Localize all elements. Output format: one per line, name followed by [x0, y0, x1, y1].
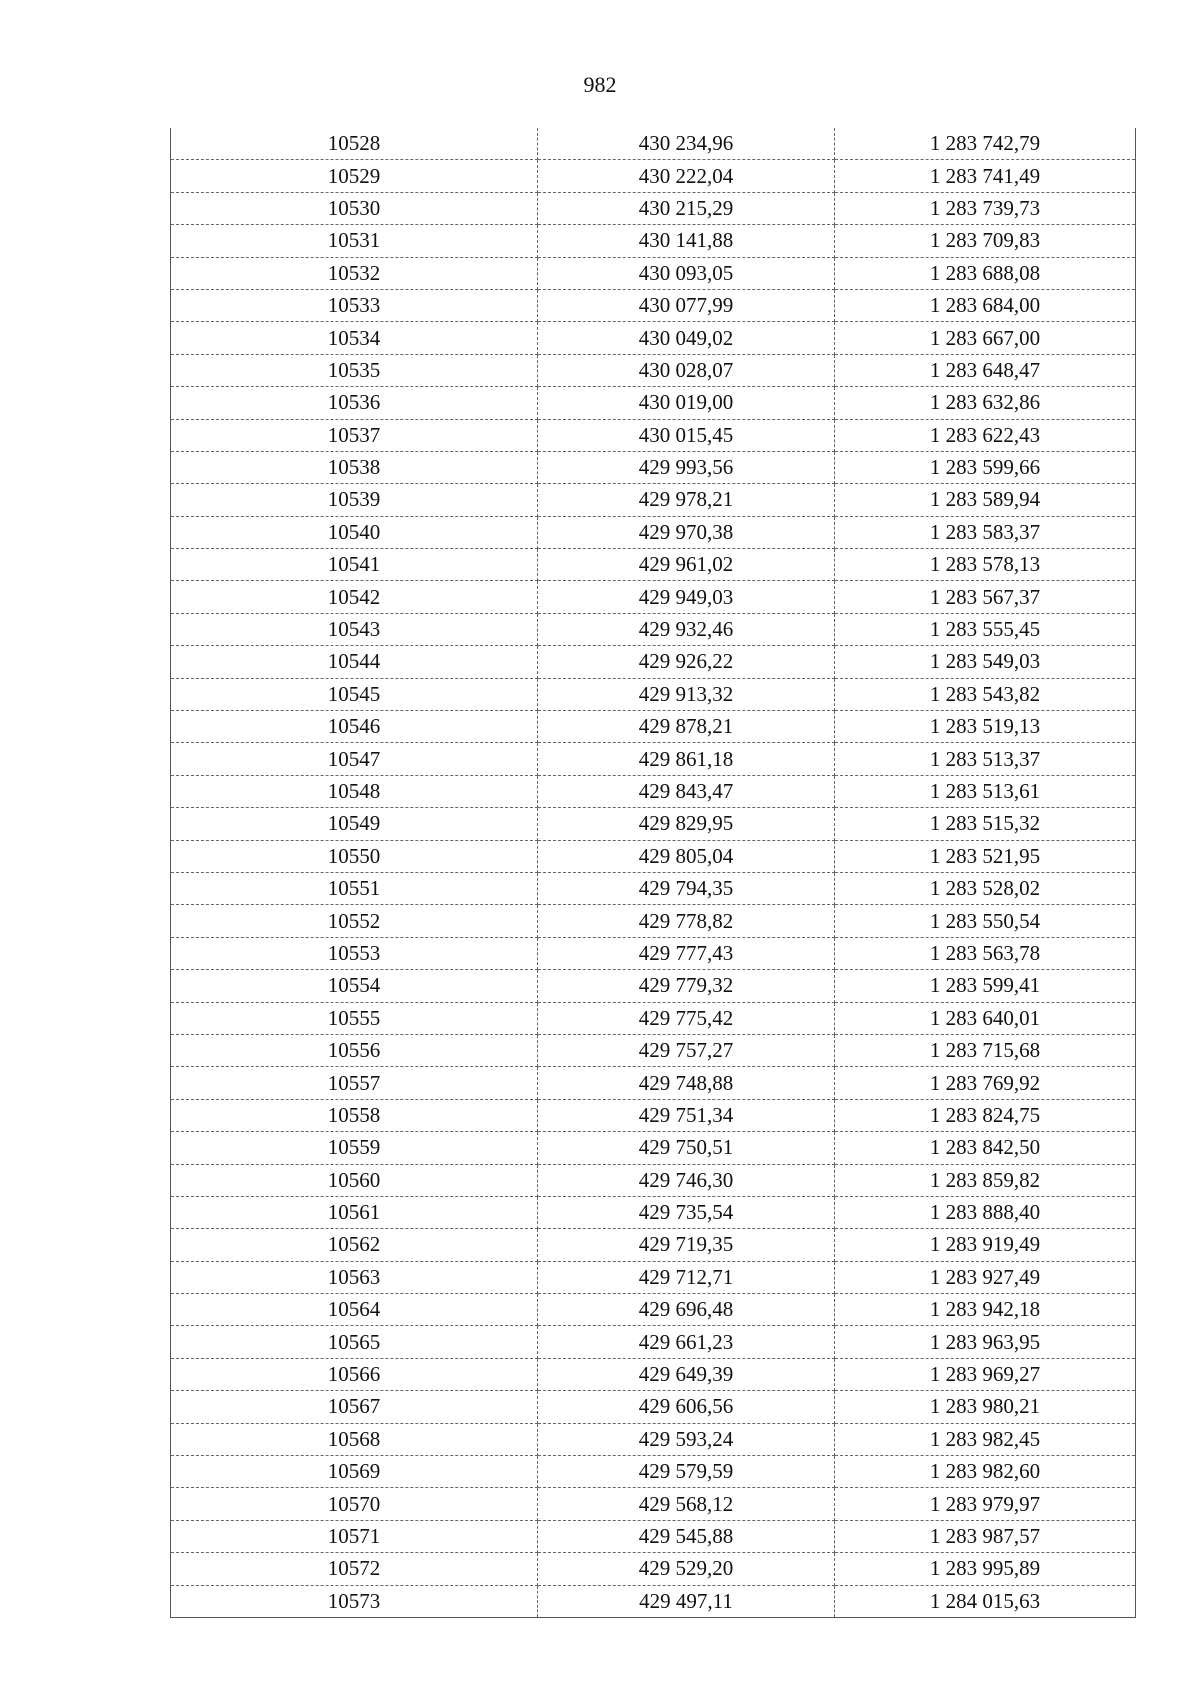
table-row — [171, 937, 1136, 969]
table-row — [171, 1002, 1136, 1034]
table-row — [171, 516, 1136, 548]
point-number-cell: 10546 — [171, 711, 538, 743]
table-row — [171, 1294, 1136, 1326]
x-coordinate-cell: 429 661,23 — [538, 1326, 835, 1358]
table-row — [171, 1099, 1136, 1131]
y-coordinate-cell: 1 283 919,49 — [835, 1229, 1136, 1261]
y-coordinate-cell: 1 283 739,73 — [835, 192, 1136, 224]
table-row — [171, 257, 1136, 289]
table-row — [171, 549, 1136, 581]
x-coordinate-cell: 430 234,96 — [538, 128, 835, 160]
table-row — [171, 1326, 1136, 1358]
x-coordinate-cell: 429 961,02 — [538, 549, 835, 581]
coordinates-table-body — [171, 128, 1136, 1617]
x-coordinate-cell: 429 970,38 — [538, 516, 835, 548]
table-row — [171, 1132, 1136, 1164]
point-number-cell: 10550 — [171, 840, 538, 872]
point-number-cell: 10562 — [171, 1229, 538, 1261]
x-coordinate-cell: 429 497,11 — [538, 1585, 835, 1617]
table-row — [171, 1067, 1136, 1099]
y-coordinate-cell: 1 283 824,75 — [835, 1099, 1136, 1131]
point-number-cell: 10569 — [171, 1456, 538, 1488]
x-coordinate-cell: 429 978,21 — [538, 484, 835, 516]
table-row — [171, 872, 1136, 904]
x-coordinate-cell: 430 015,45 — [538, 419, 835, 451]
y-coordinate-cell: 1 283 543,82 — [835, 678, 1136, 710]
y-coordinate-cell: 1 283 515,32 — [835, 808, 1136, 840]
y-coordinate-cell: 1 283 632,86 — [835, 387, 1136, 419]
y-coordinate-cell: 1 283 667,00 — [835, 322, 1136, 354]
table-row — [171, 711, 1136, 743]
y-coordinate-cell: 1 283 555,45 — [835, 613, 1136, 645]
x-coordinate-cell: 430 093,05 — [538, 257, 835, 289]
table-row — [171, 775, 1136, 807]
x-coordinate-cell: 430 077,99 — [538, 289, 835, 321]
point-number-cell: 10548 — [171, 775, 538, 807]
point-number-cell: 10534 — [171, 322, 538, 354]
x-coordinate-cell: 430 049,02 — [538, 322, 835, 354]
y-coordinate-cell: 1 283 599,66 — [835, 451, 1136, 483]
table-row — [171, 581, 1136, 613]
point-number-cell: 10541 — [171, 549, 538, 581]
y-coordinate-cell: 1 283 688,08 — [835, 257, 1136, 289]
y-coordinate-cell: 1 283 741,49 — [835, 160, 1136, 192]
x-coordinate-cell: 430 141,88 — [538, 225, 835, 257]
point-number-cell: 10533 — [171, 289, 538, 321]
point-number-cell: 10545 — [171, 678, 538, 710]
y-coordinate-cell: 1 283 980,21 — [835, 1391, 1136, 1423]
table-row — [171, 160, 1136, 192]
table-row — [171, 192, 1136, 224]
point-number-cell: 10544 — [171, 646, 538, 678]
y-coordinate-cell: 1 283 550,54 — [835, 905, 1136, 937]
point-number-cell: 10551 — [171, 872, 538, 904]
y-coordinate-cell: 1 283 599,41 — [835, 970, 1136, 1002]
table-row — [171, 354, 1136, 386]
point-number-cell: 10559 — [171, 1132, 538, 1164]
table-row — [171, 289, 1136, 321]
x-coordinate-cell: 429 805,04 — [538, 840, 835, 872]
point-number-cell: 10531 — [171, 225, 538, 257]
point-number-cell: 10549 — [171, 808, 538, 840]
y-coordinate-cell: 1 283 513,37 — [835, 743, 1136, 775]
point-number-cell: 10570 — [171, 1488, 538, 1520]
table-row — [171, 743, 1136, 775]
table-row — [171, 1456, 1136, 1488]
y-coordinate-cell: 1 283 563,78 — [835, 937, 1136, 969]
point-number-cell: 10566 — [171, 1358, 538, 1390]
x-coordinate-cell: 429 949,03 — [538, 581, 835, 613]
point-number-cell: 10535 — [171, 354, 538, 386]
table-row — [171, 646, 1136, 678]
point-number-cell: 10538 — [171, 451, 538, 483]
y-coordinate-cell: 1 283 521,95 — [835, 840, 1136, 872]
point-number-cell: 10560 — [171, 1164, 538, 1196]
x-coordinate-cell: 429 545,88 — [538, 1520, 835, 1552]
point-number-cell: 10557 — [171, 1067, 538, 1099]
point-number-cell: 10571 — [171, 1520, 538, 1552]
x-coordinate-cell: 429 757,27 — [538, 1034, 835, 1066]
x-coordinate-cell: 429 746,30 — [538, 1164, 835, 1196]
table-row — [171, 808, 1136, 840]
coordinates-table — [170, 128, 1136, 1618]
point-number-cell: 10540 — [171, 516, 538, 548]
x-coordinate-cell: 429 777,43 — [538, 937, 835, 969]
point-number-cell: 10568 — [171, 1423, 538, 1455]
point-number-cell: 10552 — [171, 905, 538, 937]
table-row — [171, 1164, 1136, 1196]
table-row — [171, 451, 1136, 483]
x-coordinate-cell: 429 913,32 — [538, 678, 835, 710]
table-row — [171, 970, 1136, 1002]
y-coordinate-cell: 1 283 769,92 — [835, 1067, 1136, 1099]
point-number-cell: 10558 — [171, 1099, 538, 1131]
y-coordinate-cell: 1 283 842,50 — [835, 1132, 1136, 1164]
table-row — [171, 1585, 1136, 1617]
y-coordinate-cell: 1 283 969,27 — [835, 1358, 1136, 1390]
x-coordinate-cell: 429 861,18 — [538, 743, 835, 775]
y-coordinate-cell: 1 283 578,13 — [835, 549, 1136, 581]
y-coordinate-cell: 1 283 583,37 — [835, 516, 1136, 548]
x-coordinate-cell: 429 735,54 — [538, 1196, 835, 1228]
y-coordinate-cell: 1 283 742,79 — [835, 128, 1136, 160]
y-coordinate-cell: 1 283 640,01 — [835, 1002, 1136, 1034]
x-coordinate-cell: 429 926,22 — [538, 646, 835, 678]
table-row — [171, 387, 1136, 419]
y-coordinate-cell: 1 283 622,43 — [835, 419, 1136, 451]
y-coordinate-cell: 1 283 927,49 — [835, 1261, 1136, 1293]
table-row — [171, 1358, 1136, 1390]
y-coordinate-cell: 1 283 513,61 — [835, 775, 1136, 807]
y-coordinate-cell: 1 283 567,37 — [835, 581, 1136, 613]
table-row — [171, 840, 1136, 872]
x-coordinate-cell: 429 748,88 — [538, 1067, 835, 1099]
point-number-cell: 10573 — [171, 1585, 538, 1617]
point-number-cell: 10564 — [171, 1294, 538, 1326]
table-row — [171, 905, 1136, 937]
point-number-cell: 10542 — [171, 581, 538, 613]
x-coordinate-cell: 429 568,12 — [538, 1488, 835, 1520]
table-row — [171, 484, 1136, 516]
table-row — [171, 225, 1136, 257]
x-coordinate-cell: 429 529,20 — [538, 1553, 835, 1585]
y-coordinate-cell: 1 283 684,00 — [835, 289, 1136, 321]
y-coordinate-cell: 1 283 519,13 — [835, 711, 1136, 743]
table-row — [171, 1391, 1136, 1423]
x-coordinate-cell: 429 719,35 — [538, 1229, 835, 1261]
y-coordinate-cell: 1 283 549,03 — [835, 646, 1136, 678]
x-coordinate-cell: 429 779,32 — [538, 970, 835, 1002]
x-coordinate-cell: 429 878,21 — [538, 711, 835, 743]
y-coordinate-cell: 1 283 982,60 — [835, 1456, 1136, 1488]
point-number-cell: 10529 — [171, 160, 538, 192]
x-coordinate-cell: 429 606,56 — [538, 1391, 835, 1423]
y-coordinate-cell: 1 283 995,89 — [835, 1553, 1136, 1585]
table-row — [171, 128, 1136, 160]
table-row — [171, 1488, 1136, 1520]
page-number: 982 — [583, 72, 617, 97]
point-number-cell: 10530 — [171, 192, 538, 224]
point-number-cell: 10555 — [171, 1002, 538, 1034]
x-coordinate-cell: 429 750,51 — [538, 1132, 835, 1164]
x-coordinate-cell: 430 019,00 — [538, 387, 835, 419]
table-row — [171, 613, 1136, 645]
y-coordinate-cell: 1 283 648,47 — [835, 354, 1136, 386]
point-number-cell: 10528 — [171, 128, 538, 160]
y-coordinate-cell: 1 283 979,97 — [835, 1488, 1136, 1520]
y-coordinate-cell: 1 283 982,45 — [835, 1423, 1136, 1455]
point-number-cell: 10537 — [171, 419, 538, 451]
point-number-cell: 10567 — [171, 1391, 538, 1423]
point-number-cell: 10543 — [171, 613, 538, 645]
x-coordinate-cell: 430 215,29 — [538, 192, 835, 224]
y-coordinate-cell: 1 283 589,94 — [835, 484, 1136, 516]
x-coordinate-cell: 429 649,39 — [538, 1358, 835, 1390]
point-number-cell: 10556 — [171, 1034, 538, 1066]
x-coordinate-cell: 429 993,56 — [538, 451, 835, 483]
table-row — [171, 322, 1136, 354]
y-coordinate-cell: 1 283 715,68 — [835, 1034, 1136, 1066]
y-coordinate-cell: 1 283 888,40 — [835, 1196, 1136, 1228]
point-number-cell: 10547 — [171, 743, 538, 775]
x-coordinate-cell: 429 593,24 — [538, 1423, 835, 1455]
y-coordinate-cell: 1 284 015,63 — [929, 1588, 1041, 1613]
x-coordinate-cell: 430 028,07 — [538, 354, 835, 386]
point-number-cell: 10572 — [171, 1553, 538, 1585]
x-coordinate-cell: 429 712,71 — [538, 1261, 835, 1293]
point-number-cell: 10554 — [171, 970, 538, 1002]
y-coordinate-cell: 1 283 942,18 — [835, 1294, 1136, 1326]
point-number-cell: 10563 — [171, 1261, 538, 1293]
point-number-cell: 10553 — [171, 937, 538, 969]
y-coordinate-cell: 1 283 963,95 — [835, 1326, 1136, 1358]
x-coordinate-cell: 429 778,82 — [538, 905, 835, 937]
table-row — [171, 419, 1136, 451]
x-coordinate-cell: 429 775,42 — [538, 1002, 835, 1034]
table-row — [171, 1261, 1136, 1293]
table-row — [171, 1553, 1136, 1585]
x-coordinate-cell: 429 751,34 — [538, 1099, 835, 1131]
y-coordinate-cell: 1 283 987,57 — [835, 1520, 1136, 1552]
table-row — [171, 1423, 1136, 1455]
x-coordinate-cell: 429 794,35 — [538, 872, 835, 904]
y-coordinate-cell: 1 283 528,02 — [835, 872, 1136, 904]
point-number-cell: 10539 — [171, 484, 538, 516]
x-coordinate-cell: 429 829,95 — [538, 808, 835, 840]
point-number-cell: 10532 — [171, 257, 538, 289]
x-coordinate-cell: 429 932,46 — [538, 613, 835, 645]
table-row — [171, 1196, 1136, 1228]
point-number-cell: 10565 — [171, 1326, 538, 1358]
point-number-cell: 10536 — [171, 387, 538, 419]
x-coordinate-cell: 429 843,47 — [538, 775, 835, 807]
x-coordinate-cell: 429 579,59 — [538, 1456, 835, 1488]
x-coordinate-cell: 430 222,04 — [538, 160, 835, 192]
point-number-cell: 10561 — [171, 1196, 538, 1228]
table-row — [171, 1229, 1136, 1261]
table-row — [171, 678, 1136, 710]
table-row — [171, 1520, 1136, 1552]
y-coordinate-cell: 1 283 859,82 — [835, 1164, 1136, 1196]
x-coordinate-cell: 429 696,48 — [538, 1294, 835, 1326]
y-coordinate-cell: 1 283 709,83 — [835, 225, 1136, 257]
table-row — [171, 1034, 1136, 1066]
